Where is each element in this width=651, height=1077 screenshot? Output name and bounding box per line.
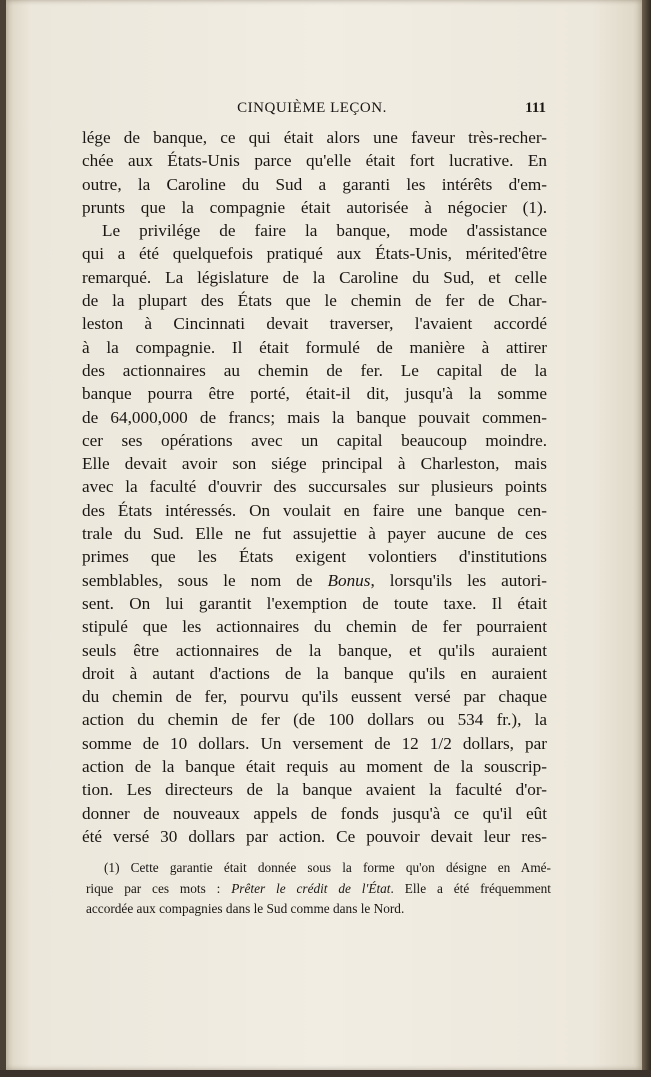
text-line: qui a été quelquefois pratiqué aux États-Unis, mérited'être bbox=[82, 244, 547, 264]
text-line: cer ses opérations avec un capital beaucoup moindre. bbox=[82, 430, 547, 450]
text-line: chée aux États-Unis parce qu'elle était fort lucrative. En bbox=[82, 151, 547, 171]
text-line: action de la banque était requis au moment de la souscrip- bbox=[82, 757, 547, 777]
italic-term: Prêter le crédit de l'État bbox=[231, 880, 391, 896]
text-line: Le privilége de faire la banque, mode d'assistance bbox=[102, 221, 547, 241]
text-line: prunts que la compagnie était autorisée à négocier (1). bbox=[82, 197, 547, 217]
footnote-line: accordée aux compagnies dans le Sud comme dans le Nord. bbox=[86, 901, 405, 916]
text-line: primes que les États exigent volontiers d'institutions bbox=[82, 547, 547, 567]
running-head: CINQUIÈME LEÇON. bbox=[237, 100, 387, 116]
footnote-line: rique par ces mots : Prêter le crédit de l'État. Elle a été fréquemment bbox=[86, 880, 551, 896]
text-line: de 64,000,000 de francs; mais la banque pouvait commen- bbox=[82, 407, 547, 427]
text-line: action du chemin de fer (de 100 dollars ou 534 fr.), la bbox=[82, 710, 547, 730]
text-line: lége de banque, ce qui était alors une faveur très-recher- bbox=[82, 128, 547, 147]
text-line: trale du Sud. Elle ne fut assujettie à payer aucune de ces bbox=[82, 524, 547, 544]
page-edge-shadow bbox=[642, 0, 651, 1077]
text-line: stipulé que les actionnaires du chemin de fer pourraient bbox=[82, 617, 547, 637]
text-line: droit à autant d'actions de la banque qu'ils en auraient bbox=[82, 663, 547, 683]
page-header bbox=[78, 100, 546, 124]
text-line: de la plupart des États que le chemin de fer de Char- bbox=[82, 291, 547, 311]
text-line: à la compagnie. Il était formulé de manière à attirer bbox=[82, 337, 547, 357]
text-line: été versé 30 dollars par action. Ce pouvoir devait leur res- bbox=[82, 826, 547, 846]
text-line: Elle devait avoir son siége principal à Charleston, mais bbox=[82, 454, 547, 474]
text-line: leston à Cincinnati devait traverser, l'avaient accordé bbox=[82, 314, 547, 334]
page-bottom-edge bbox=[0, 1070, 651, 1077]
italic-term: Bonus bbox=[327, 570, 371, 590]
text-line: somme de 10 dollars. Un versement de 12 1/2 dollars, par bbox=[82, 733, 547, 753]
text-line: du chemin de fer, pourvu qu'ils eussent versé par chaque bbox=[82, 687, 547, 707]
text-line: outre, la Caroline du Sud a garanti les intérêts d'em- bbox=[82, 174, 547, 194]
book-page bbox=[6, 0, 642, 1070]
main-text bbox=[82, 126, 547, 848]
text-line: semblables, sous le nom de Bonus, lorsqu'ils les autori- bbox=[82, 570, 547, 590]
text-line: tion. Les directeurs de la banque avaient la faculté d'or- bbox=[82, 780, 547, 800]
text-line: des actionnaires au chemin de fer. Le capital de la bbox=[82, 360, 547, 380]
text-line: avec la faculté d'ouvrir des succursales sur plusieurs points bbox=[82, 477, 547, 497]
text-line: sent. On lui garantit l'exemption de toute taxe. Il était bbox=[82, 593, 547, 613]
footnote-line: (1) Cette garantie était donnée sous la forme qu'on désigne en Amé- bbox=[104, 860, 551, 875]
text-line: seuls être actionnaires de la banque, et qu'ils auraient bbox=[82, 640, 547, 660]
text-line: des États intéressés. On voulait en faire une banque cen- bbox=[82, 500, 547, 520]
text-line: banque pourra être porté, était-il dit, jusqu'à la somme bbox=[82, 384, 547, 404]
footnote bbox=[86, 858, 551, 920]
text-line: remarqué. La législature de la Caroline du Sud, et celle bbox=[82, 267, 547, 287]
text-line: donner de nouveaux appels de fonds jusqu'à ce qu'il eût bbox=[82, 803, 547, 823]
page-number: 111 bbox=[525, 100, 546, 116]
